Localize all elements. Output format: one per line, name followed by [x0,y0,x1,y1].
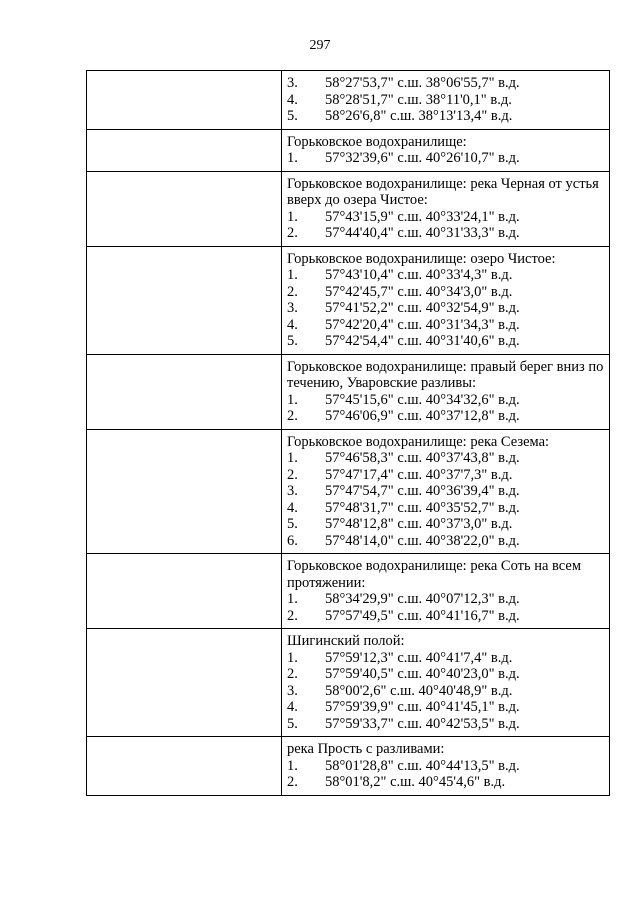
point-coordinates: 58°27'53,7" с.ш. 38°06'55,7" в.д. [325,75,520,91]
water-body-title: Горьковское водохранилище: река Сезема: [287,433,550,450]
point-coordinates: 58°26'6,8" с.ш. 38°13'13,4" в.д. [325,108,513,124]
point-number: 4. [287,499,298,516]
coordinate-point [287,483,605,500]
coordinate-point [287,591,605,608]
point-coordinates: 58°28'51,7" с.ш. 38°11'0,1" в.д. [325,91,512,108]
coordinate-point [287,150,605,167]
point-coordinates: 57°45'15,6" с.ш. 40°34'32,6" в.д. [325,391,520,408]
table-row [87,354,610,429]
point-coordinates: 57°47'54,7" с.ш. 40°36'39,4" в.д. [325,483,520,499]
point-coordinates: 57°44'40,4" с.ш. 40°31'33,3" в.д. [325,225,520,241]
empty-cell [87,554,282,629]
point-coordinates: 57°57'49,5" с.ш. 40°41'16,7" в.д. [325,607,520,624]
water-body-title: Горьковское водохранилище: [287,133,467,150]
point-coordinates: 58°00'2,6" с.ш. 40°40'48,9" в.д. [325,682,513,699]
point-coordinates: 57°46'58,3" с.ш. 40°37'43,8" в.д. [325,450,520,466]
point-coordinates: 57°47'17,4" с.ш. 40°37'7,3" в.д. [325,466,513,483]
coordinate-point [287,699,605,716]
empty-cell [87,737,282,796]
coordinate-point [287,333,605,350]
point-number: 2. [287,774,298,790]
coordinate-point [287,666,605,683]
point-coordinates: 58°01'8,2" с.ш. 40°45'4,6" в.д. [325,774,506,790]
coordinate-point [287,267,605,284]
empty-cell [87,246,282,354]
point-coordinates: 57°48'14,0" с.ш. 40°38'22,0" в.д. [325,532,520,549]
coordinate-point [287,408,605,425]
point-number: 4. [287,91,298,108]
coordinate-point [287,758,605,775]
water-body-title: Горьковское водохранилище: озеро Чистое: [287,250,556,267]
point-coordinates: 57°48'31,7" с.ш. 40°35'52,7" в.д. [325,499,520,516]
coordinate-point [287,92,605,109]
point-coordinates: 57°59'33,7" с.ш. 40°42'53,5" в.д. [325,715,520,732]
table-row [87,246,610,354]
table-row [87,71,610,130]
empty-cell [87,429,282,554]
point-coordinates: 57°43'10,4" с.ш. 40°33'4,3" в.д. [325,267,513,283]
table-row [87,129,610,171]
point-number: 4. [287,316,298,333]
water-body-title: Горьковское водохранилище: река Соть на всем протяжении: [287,558,582,591]
coordinate-point [287,300,605,317]
point-number: 2. [287,283,298,300]
empty-cell [87,71,282,130]
point-number: 3. [287,300,298,316]
point-number: 1. [287,208,298,225]
table-row [87,171,610,246]
point-number: 2. [287,225,298,241]
point-number: 2. [287,666,298,682]
page-number: 297 [309,38,331,53]
empty-cell [87,129,282,171]
point-number: 5. [287,333,298,349]
point-number: 5. [287,108,298,124]
point-coordinates: 57°32'39,6" с.ш. 40°26'10,7" в.д. [325,150,520,166]
coordinates-cell [282,246,610,354]
coordinates-cell [282,354,610,429]
point-number: 1. [287,649,298,666]
point-coordinates: 57°42'20,4" с.ш. 40°31'34,3" в.д. [325,316,520,333]
empty-cell [87,354,282,429]
coordinate-point [287,108,605,125]
point-number: 3. [287,483,298,499]
coordinate-point [287,608,605,625]
point-coordinates: 58°01'28,8" с.ш. 40°44'13,5" в.д. [325,757,520,774]
empty-cell [87,171,282,246]
coordinate-point [287,774,605,791]
empty-cell [87,629,282,737]
coordinates-cell [282,171,610,246]
coordinates-cell [282,554,610,629]
point-number: 1. [287,450,298,466]
coordinate-point [287,225,605,242]
coordinate-point [287,716,605,733]
coordinate-point [287,467,605,484]
coordinates-cell [282,129,610,171]
coordinate-point [287,650,605,667]
coordinate-point [287,516,605,533]
water-body-title: Горьковское водохранилище: река Черная от устья вверх до озера Чистое: [287,175,599,208]
coordinates-cell [282,71,610,130]
coordinate-point [287,392,605,409]
table-row [87,429,610,554]
coordinate-point [287,284,605,301]
table-row [87,554,610,629]
point-coordinates: 57°42'45,7" с.ш. 40°34'3,0" в.д. [325,283,513,300]
water-body-title: Горьковское водохранилище: правый берег вниз по течению, Уваровские разливы: [287,358,604,391]
water-body-title: река Прость с разливами: [287,741,445,757]
point-number: 1. [287,591,298,607]
point-number: 1. [287,391,298,408]
point-coordinates: 57°46'06,9" с.ш. 40°37'12,8" в.д. [325,408,520,424]
point-number: 3. [287,682,298,699]
point-number: 5. [287,516,298,532]
table-row [87,737,610,796]
point-coordinates: 57°42'54,4" с.ш. 40°31'40,6" в.д. [325,333,520,349]
coordinate-point [287,683,605,700]
point-number: 3. [287,75,298,91]
coordinate-point [287,75,605,92]
point-number: 1. [287,150,298,166]
point-coordinates: 58°34'29,9" с.ш. 40°07'12,3" в.д. [325,591,520,607]
point-number: 2. [287,607,298,624]
point-number: 6. [287,532,298,549]
coordinates-table [86,70,610,796]
coordinate-point [287,450,605,467]
table-row [87,629,610,737]
coordinate-point [287,209,605,226]
point-number: 2. [287,408,298,424]
point-coordinates: 57°48'12,8" с.ш. 40°37'3,0" в.д. [325,516,513,532]
coordinates-cell [282,737,610,796]
point-number: 4. [287,699,298,715]
water-body-title: Шигинский полой: [287,633,405,649]
point-coordinates: 57°59'12,3" с.ш. 40°41'7,4" в.д. [325,649,513,666]
coordinates-cell [282,629,610,737]
point-coordinates: 57°59'39,9" с.ш. 40°41'45,1" в.д. [325,699,520,715]
coordinate-point [287,500,605,517]
point-number: 5. [287,715,298,732]
coordinate-point [287,533,605,550]
point-coordinates: 57°43'15,9" с.ш. 40°33'24,1" в.д. [325,208,520,225]
point-number: 2. [287,466,298,483]
point-coordinates: 57°59'40,5" с.ш. 40°40'23,0" в.д. [325,666,520,682]
coordinates-table-body [87,71,610,796]
coordinate-point [287,317,605,334]
coordinates-cell [282,429,610,554]
point-coordinates: 57°41'52,2" с.ш. 40°32'54,9" в.д. [325,300,520,316]
point-number: 1. [287,267,298,283]
point-number: 1. [287,757,298,774]
